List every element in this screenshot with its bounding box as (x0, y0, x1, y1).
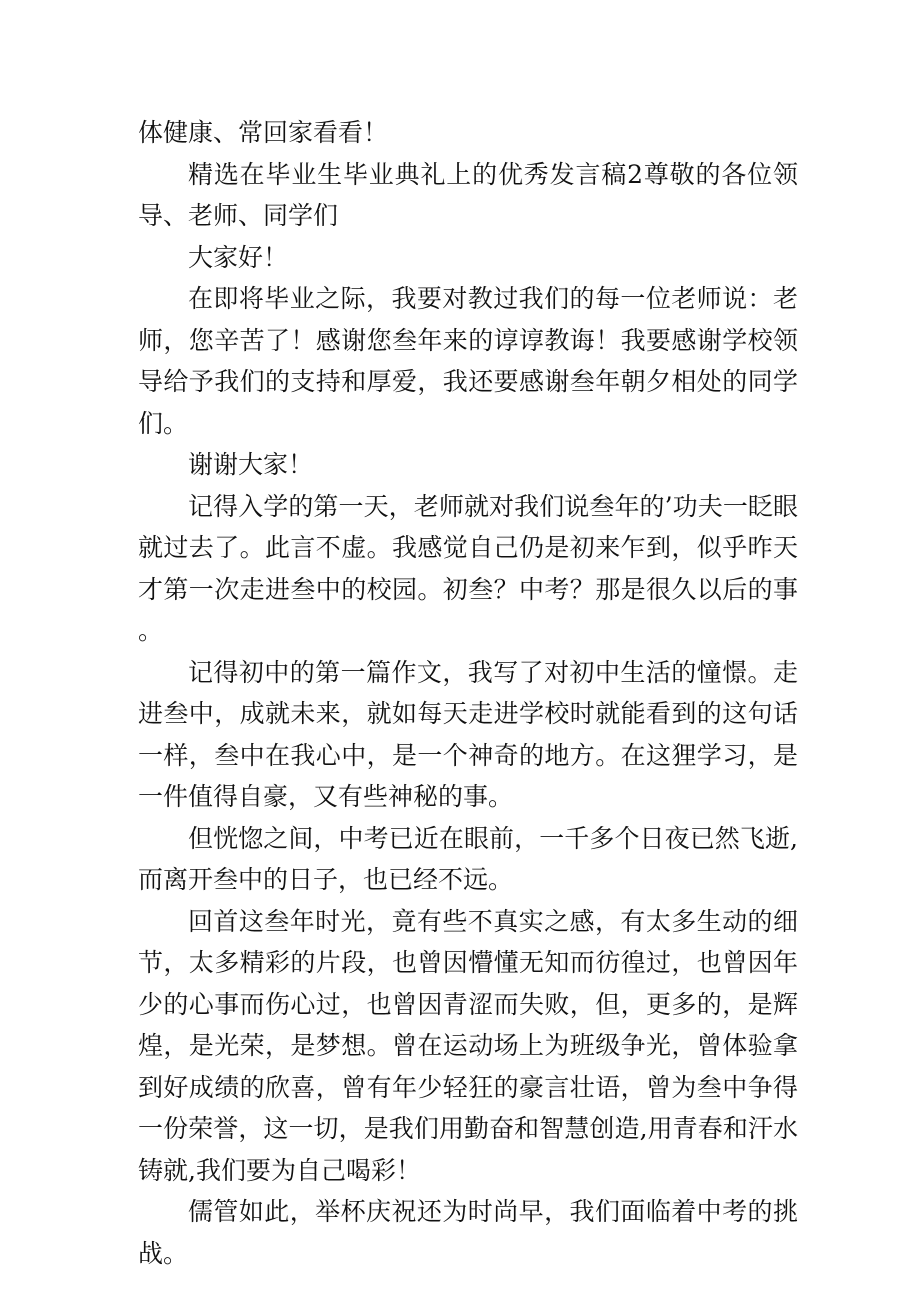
paragraph-continuation: 体健康、常回家看看！ (138, 118, 389, 147)
paragraph-speech-title: 精选在毕业生毕业典礼上的优秀发言稿2尊敬的各位领导、老师、同学们 (138, 159, 798, 230)
document-body (138, 112, 798, 1274)
paragraph-first-essay: 记得初中的第一篇作文，我写了对初中生活的憧憬。走进叁中，成就未来，就如每天走进学校时就能看到的这句话一样，叁中在我心中，是一个神奇的地方。在这狸学习，是一件值得自豪，又有些神秘的事。 (138, 657, 798, 811)
paragraph-challenge: 儒管如此，举杯庆祝还为时尚早，我们面临着中考的挑战。 (138, 1197, 798, 1268)
paragraph-thanks: 在即将毕业之际，我要对教过我们的每一位老师说：老师，您辛苦了！感谢您叁年来的谆谆教诲！我要感谢学校领导给予我们的支持和厚爱，我还要感谢叁年朝夕相处的同学们。 (138, 284, 798, 438)
paragraph-thank-you: 谢谢大家！ (188, 450, 314, 479)
paragraph-first-day: 记得入学的第一天，老师就对我们说叁年的’功夫一眨眼就过去了。此言不虚。我感觉自己仍是初来乍到，似乎昨天才第一次走进叁中的校园。初叁？中考？那是很久以后的事。 (138, 491, 798, 645)
paragraph-time-flies: 但恍惚之间，中考已近在眼前，一千多个日夜已然飞逝,而离开叁中的日子，也已经不远。 (138, 823, 798, 894)
paragraph-looking-back: 回首这叁年时光，竟有些不真实之感，有太多生动的细节，太多精彩的片段，也曾因懵懂无知而彷徨过，也曾因年少的心事而伤心过，也曾因青涩而失败，但，更多的，是辉煌，是光荣，是梦想。曾在运动场上为班级争光，曾体验拿到好成绩的欣喜，曾有年少轻狂的豪言壮语，曾为叁中争得一份荣誉，这一切，是我们用勤奋和智慧创造,用青春和汗水铸就,我们要为自己喝彩！ (138, 906, 798, 1185)
paragraph-greeting: 大家好！ (188, 242, 289, 272)
